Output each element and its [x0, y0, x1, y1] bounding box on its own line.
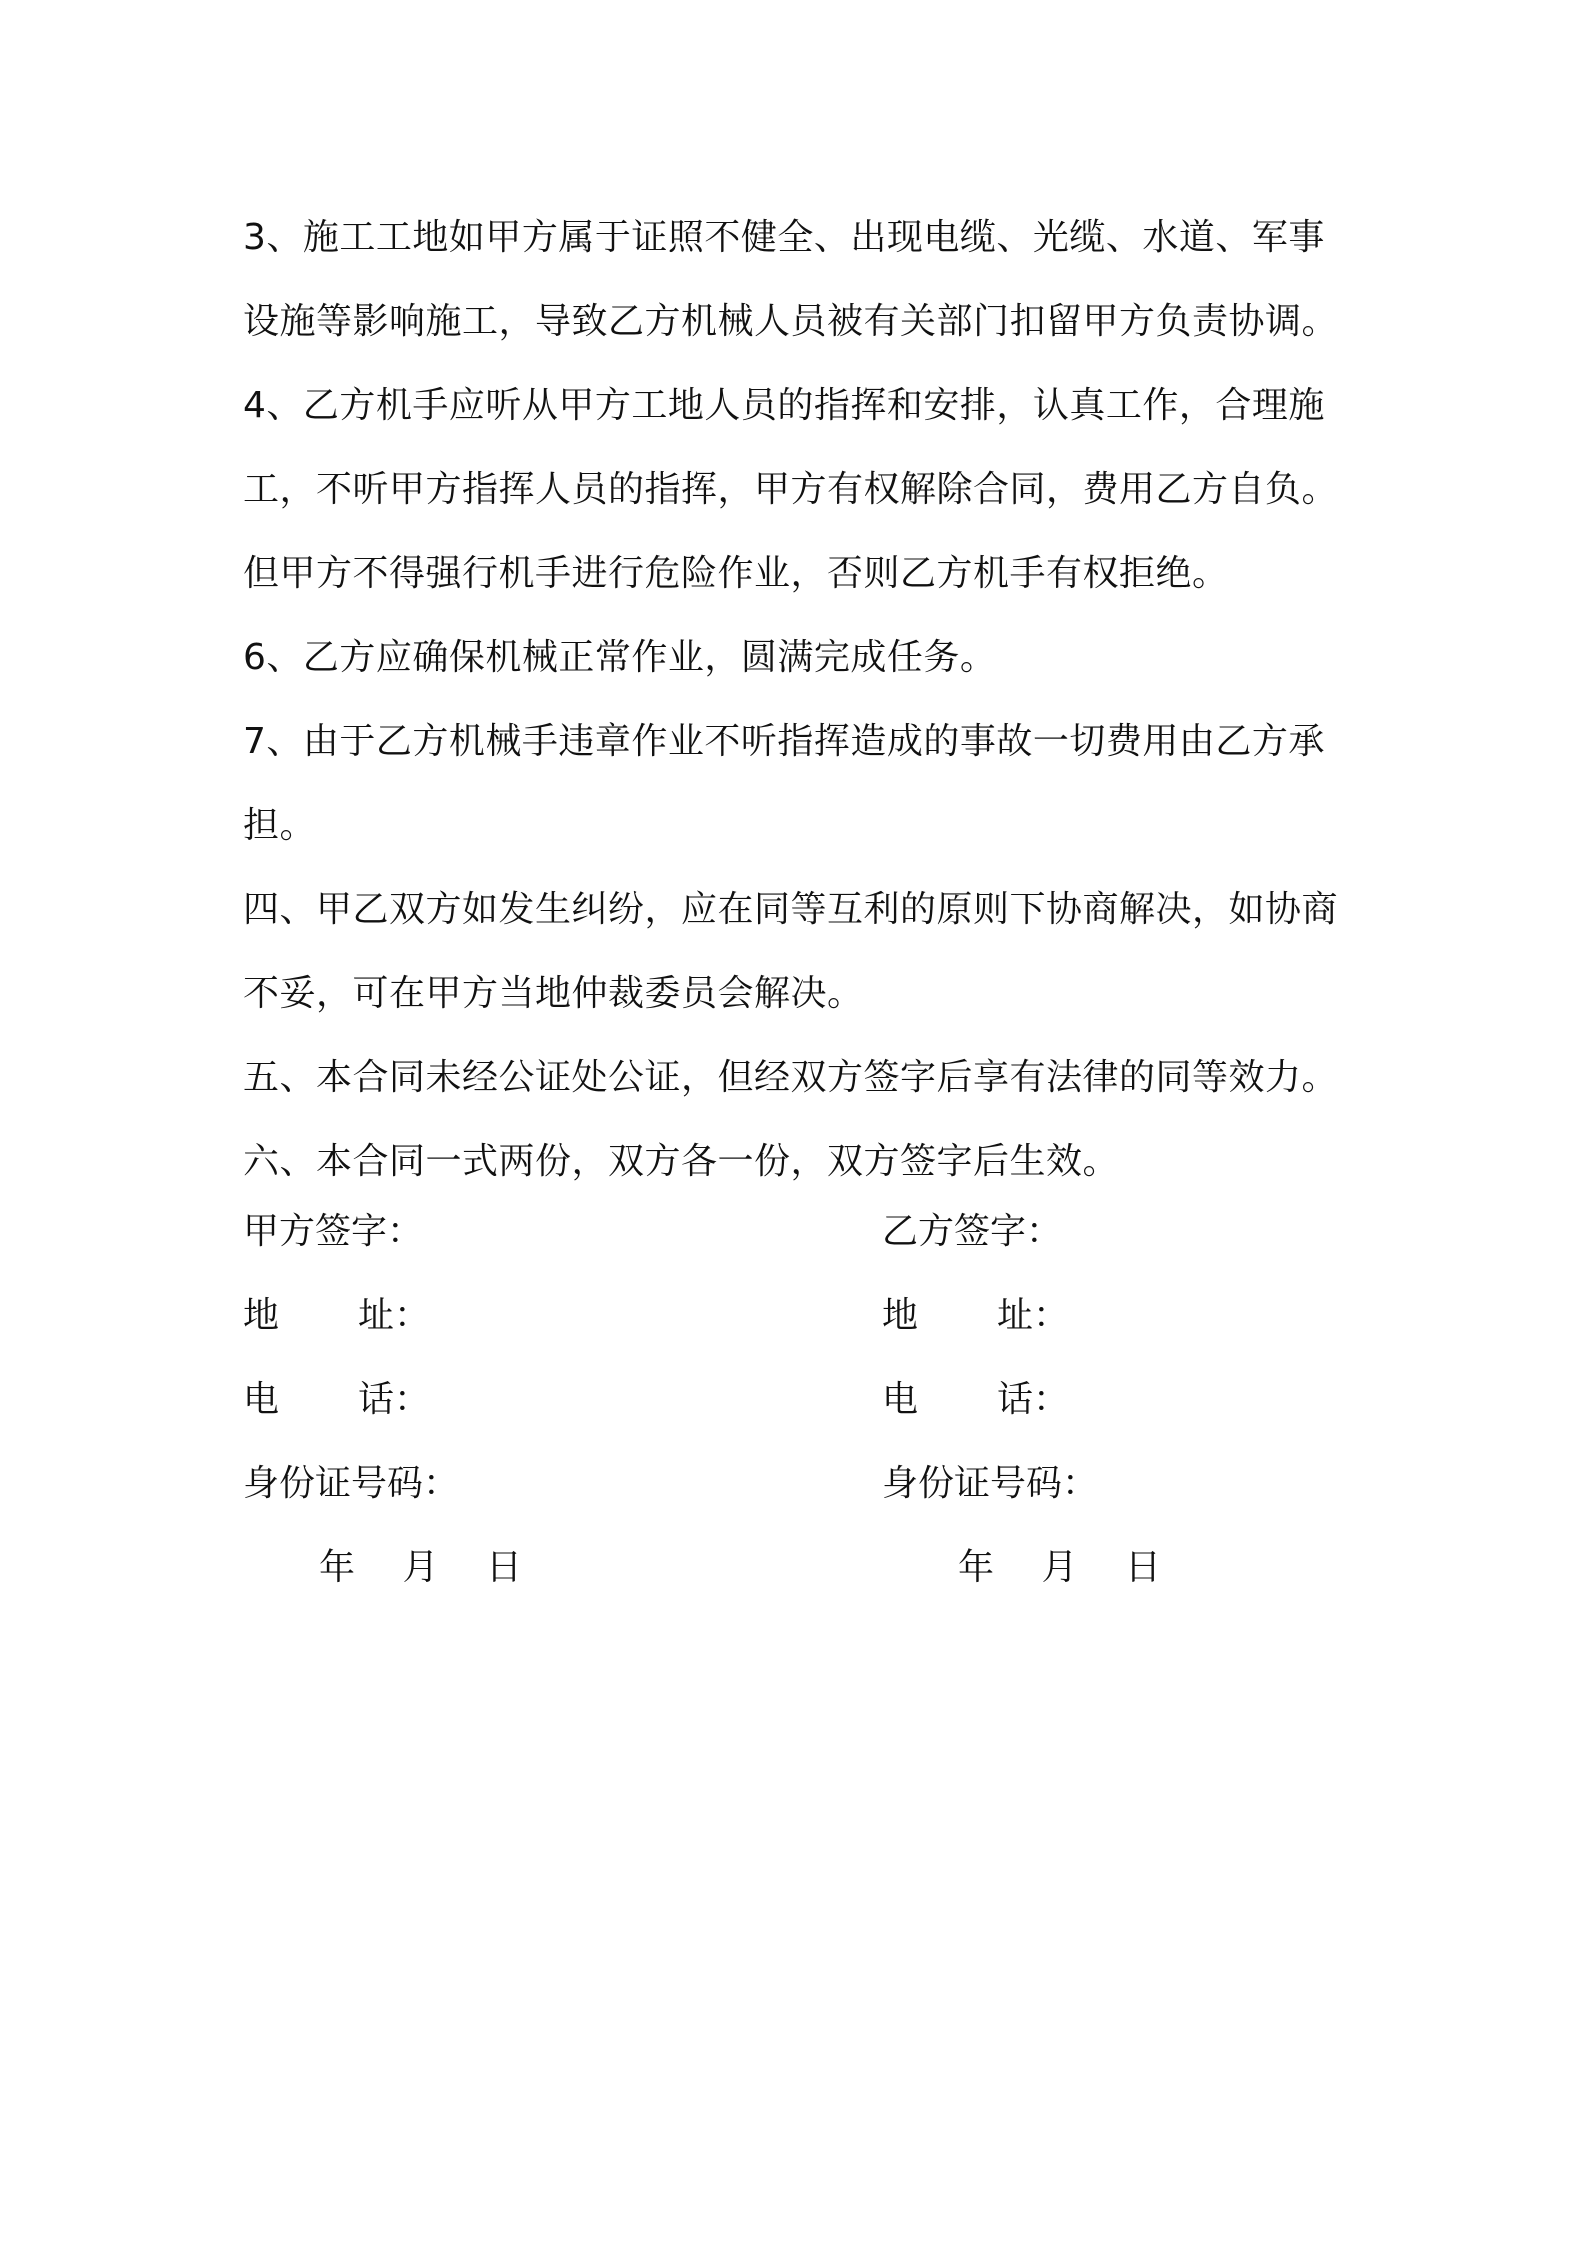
party-b-phone-label-second: 话：: [997, 1379, 1070, 1420]
party-a-signature-block: [243, 1190, 763, 1610]
party-a-address-label-first: 地: [243, 1295, 280, 1336]
clause-4-line-2: 工，不听甲方指挥人员的指挥，甲方有权解除合同，费用乙方自负。: [243, 469, 1339, 510]
party-a-signature-row: [243, 1190, 763, 1274]
clause-7-line-1: 7、由于乙方机械手违章作业不听指挥造成的事故一切费用由乙方承: [243, 721, 1325, 762]
party-b-id-label: 身份证号码：: [882, 1463, 1099, 1504]
party-b-date-row: [882, 1526, 1402, 1610]
party-a-id-label: 身份证号码：: [243, 1463, 460, 1504]
party-b-signature-row: [882, 1190, 1402, 1274]
contract-body: [243, 196, 1353, 1204]
party-a-address-row: [243, 1274, 763, 1358]
party-a-signature-label: 甲方签字：: [243, 1211, 424, 1252]
clause-4-line-1: 4、乙方机手应听从甲方工地人员的指挥和安排，认真工作，合理施: [243, 385, 1325, 426]
clause-7-line-2: 担。: [243, 805, 317, 846]
clause-4-line-3: 但甲方不得强行机手进行危险作业，否则乙方机手有权拒绝。: [243, 553, 1229, 594]
clause-6-line-1: 6、乙方应确保机械正常作业，圆满完成任务。: [243, 637, 997, 678]
article-4-line-1: 四、甲乙双方如发生纠纷，应在同等互利的原则下协商解决，如协商: [243, 889, 1339, 930]
party-b-year-label: 年: [958, 1547, 995, 1588]
party-a-date-row: [243, 1526, 763, 1610]
article-4-line-2: 不妥，可在甲方当地仲裁委员会解决。: [243, 973, 864, 1014]
article-5-line-1: 五、本合同未经公证处公证，但经双方签字后享有法律的同等效力。: [243, 1057, 1339, 1098]
party-a-phone-row: [243, 1358, 763, 1442]
party-b-month-label: 月: [1041, 1547, 1078, 1588]
party-a-id-row: [243, 1442, 763, 1526]
party-a-month-label: 月: [402, 1547, 439, 1588]
party-b-address-label-second: 址：: [997, 1295, 1070, 1336]
party-b-phone-label-first: 电: [882, 1379, 919, 1420]
party-a-day-label: 日: [485, 1547, 522, 1588]
party-b-phone-row: [882, 1358, 1402, 1442]
party-a-address-label-second: 址：: [358, 1295, 431, 1336]
party-b-address-label-first: 地: [882, 1295, 919, 1336]
party-b-address-row: [882, 1274, 1402, 1358]
clause-3-line-1: 3、施工工地如甲方属于证照不健全、出现电缆、光缆、水道、军事: [243, 217, 1325, 258]
party-a-year-label: 年: [319, 1547, 356, 1588]
article-6-line-1: 六、本合同一式两份，双方各一份，双方签字后生效。: [243, 1141, 1120, 1182]
party-b-day-label: 日: [1124, 1547, 1161, 1588]
party-b-signature-label: 乙方签字：: [882, 1211, 1063, 1252]
party-a-phone-label-second: 话：: [358, 1379, 431, 1420]
clause-3-line-2: 设施等影响施工，导致乙方机械人员被有关部门扣留甲方负责协调。: [243, 301, 1339, 342]
party-a-phone-label-first: 电: [243, 1379, 280, 1420]
party-b-signature-block: [882, 1190, 1402, 1610]
party-b-id-row: [882, 1442, 1402, 1526]
